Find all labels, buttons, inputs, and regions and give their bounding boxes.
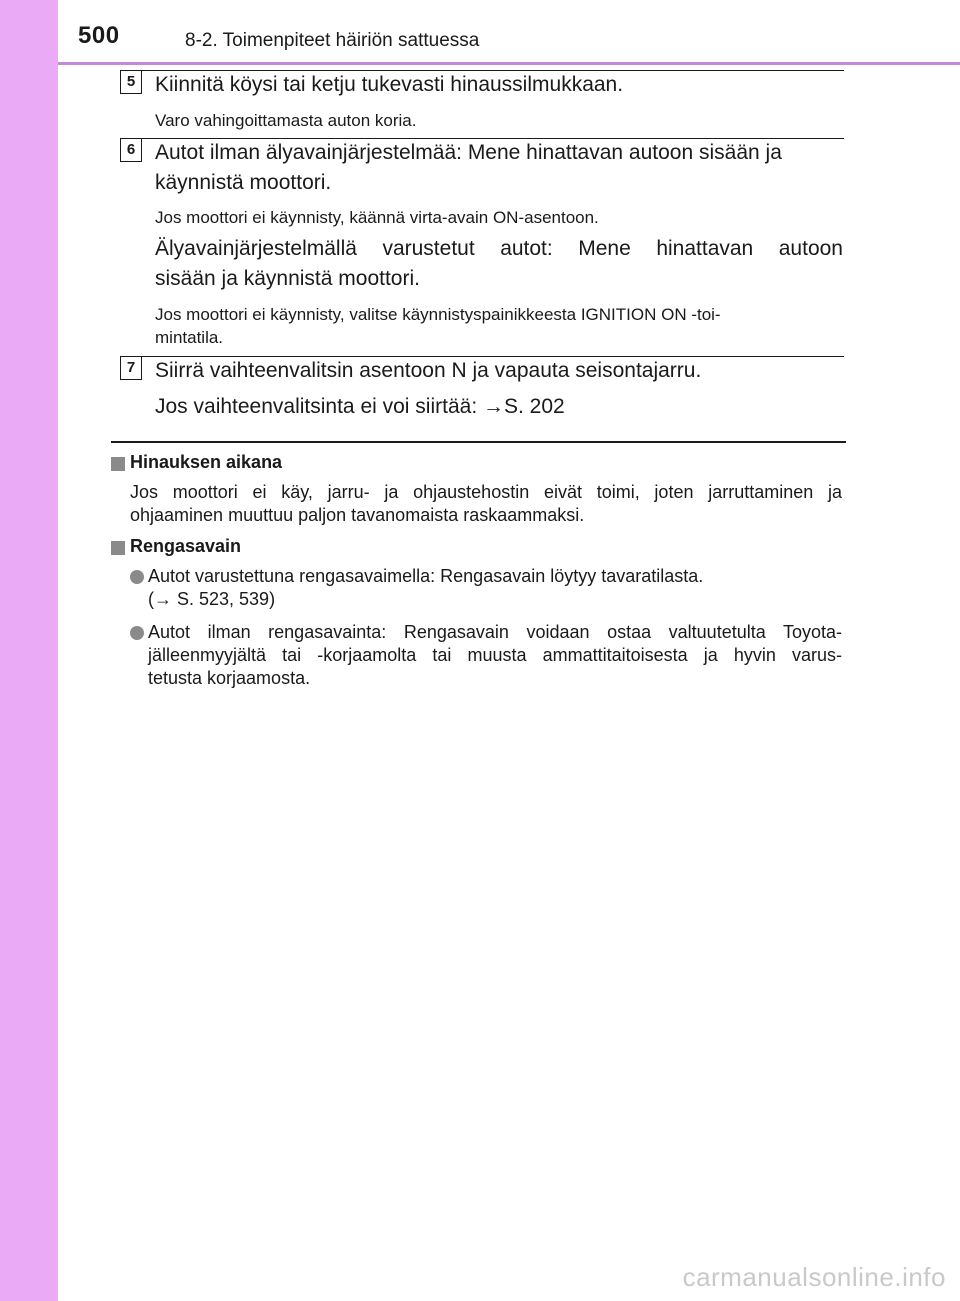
note-body-towing-line-1: Jos moottori ei käy, jarru- ja ohjaustehostin eivät toimi, joten jarruttaminen ja — [130, 482, 842, 502]
note-heading-towing: Hinauksen aikana — [130, 452, 283, 472]
step-6-alternative-note — [155, 303, 843, 349]
section-divider — [111, 441, 846, 443]
step-6-badge: 6 — [120, 138, 142, 162]
list-item-line-2: (→ S. 523, 539) — [148, 589, 276, 609]
list-item-line-2: jälleenmyyjältä tai -korjaamolta tai muusta ammattitaitoisesta ja hyvin varus- — [148, 645, 842, 665]
note-heading-wheel-wrench: Rengasavain — [130, 536, 242, 556]
circle-bullet-icon — [130, 570, 144, 584]
header-rule — [58, 62, 960, 65]
step-6-instruction-line-2: käynnistä moottori. — [155, 171, 332, 194]
step-6-alternative-line-1: Älyavainjärjestelmällä varustetut autot: Mene hinattavan autoon — [155, 237, 843, 260]
note-body-towing-line-2: ohjaaminen muuttuu paljon tavanomaista raskaammaksi. — [130, 505, 585, 525]
list-item-line-1: Autot varustettuna rengasavaimella: Rengasavain löytyy tavaratilasta. — [148, 566, 704, 586]
page-reference-link[interactable]: S. 202 — [504, 395, 565, 418]
page-number: 500 — [78, 22, 120, 49]
step-7-note-text: Jos vaihteenvalitsinta ei voi siirtää: — [155, 395, 483, 418]
step-7-badge: 7 — [120, 356, 142, 380]
square-bullet-icon — [111, 457, 125, 471]
watermark: carmanualsonline.info — [682, 1262, 946, 1292]
step-5-note: Varo vahingoittamasta auton koria. — [155, 111, 417, 130]
list-item — [148, 621, 842, 690]
step-6-alternative — [155, 234, 843, 294]
step-6-alternative-note-line-2: mintatila. — [155, 328, 224, 347]
step-7-note — [155, 392, 843, 422]
note-body-towing — [130, 481, 842, 527]
step-6-note: Jos moottori ei käynnisty, käännä virta-avain ON-asentoon. — [155, 208, 599, 227]
side-color-band — [0, 0, 58, 1301]
section-title: 8-2. Toimenpiteet häiriön sattuessa — [185, 30, 480, 51]
step-6-instruction — [155, 138, 843, 198]
circle-bullet-icon — [130, 626, 144, 640]
step-5-instruction: Kiinnitä köysi tai ketju tukevasti hinaussilmukkaan. — [155, 73, 624, 96]
list-item-line-3: tetusta korjaamosta. — [148, 668, 311, 688]
list-item-line-1: Autot ilman rengasavainta: Rengasavain voidaan ostaa valtuutetulta Toyota- — [148, 622, 842, 642]
step-6-instruction-line-1: Autot ilman älyavainjärjestelmää: Mene hinattavan autoon sisään ja — [155, 141, 782, 164]
page-reference-arrow-icon: → — [483, 395, 504, 418]
step-6-alternative-note-line-1: Jos moottori ei käynnisty, valitse käynnistyspainikkeesta IGNITION ON -toi- — [155, 305, 721, 324]
list-item — [148, 565, 842, 611]
step-7-instruction: Siirrä vaihteenvalitsin asentoon N ja vapauta seisontajarru. — [155, 359, 702, 382]
step-5-badge: 5 — [120, 70, 142, 94]
step-6-alternative-line-2: sisään ja käynnistä moottori. — [155, 267, 420, 290]
square-bullet-icon — [111, 541, 125, 555]
